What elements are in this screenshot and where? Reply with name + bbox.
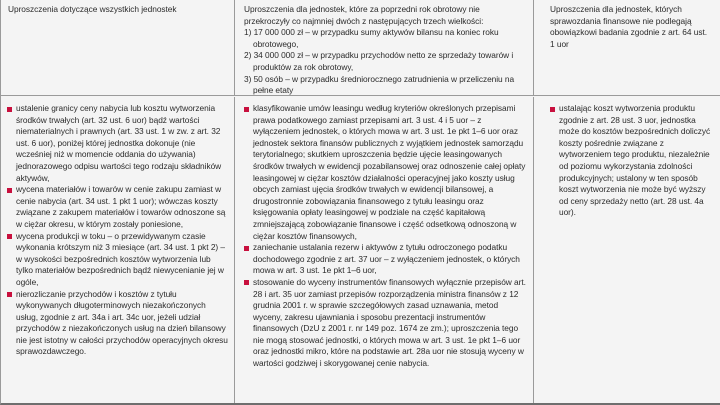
list-item-text: wycena produkcji w toku – o przewidywanym czasie wykonania krótszym niż 3 miesiące (art. 34 ust. 1 pkt 2) – w wysokości bezpośrednich kosztów wytworzenia lub tylko materiałów bezpośrednich bądź niewycenianie jej w ogóle, xyxy=(16,230,226,287)
header-small-entities xyxy=(235,0,534,96)
list-item-text: nierozliczanie przychodów i kosztów z tytułu wykonywanych długoterminowych niezakończonych usług, zgodnie z art. 34a i art. 34c uor, jeżeli udział przychodów z niezakończonych usług na dzień bilansowy nie jest istotny w całości przychodów operacyjnych okresu sprawozdawczego. xyxy=(16,288,228,357)
column-small-entities xyxy=(235,97,534,403)
threshold-list xyxy=(244,27,527,97)
list-item xyxy=(7,184,228,230)
list-item xyxy=(550,103,714,219)
list-item-text: ustalenie granicy ceny nabycia lub kosztu wytworzenia środków trwałych (art. 32 ust. 6 uor) bądź wartości niematerialnych i prawnych (art. 33 ust. 1 w zw. z art. 32 ust. 6 uor), poniżej której jednostka dokonuje (nie wcześniej niż w momencie oddania do używania) jednorazowego odpisu wartości tego rodzaju składników aktywów, xyxy=(16,103,222,183)
header-unaudited-entities-title: Uproszczenia dla jednostek, których sprawozdania finansowe nie podlegają obowiązkowi badania zgodnie z art. 64 ust. 1 uor xyxy=(550,4,707,49)
header-all-entities xyxy=(1,0,235,96)
column-all-entities xyxy=(1,97,235,403)
threshold-item: 3) 50 osób – w przypadku średniorocznego zatrudnienia w przeliczeniu na pełne etaty xyxy=(244,73,515,96)
header-unaudited-entities xyxy=(534,0,720,96)
square-bullet-icon xyxy=(7,292,12,297)
square-bullet-icon xyxy=(550,107,555,112)
simplification-list xyxy=(534,97,720,219)
list-item xyxy=(244,277,529,370)
square-bullet-icon xyxy=(7,188,12,193)
list-item xyxy=(7,103,228,184)
simplification-list xyxy=(235,97,533,370)
column-unaudited-entities xyxy=(534,97,720,403)
list-item-text: stosowanie do wyceny instrumentów finansowych wyłącznie przepisów art. 28 i art. 35 uor zamiast przepisów rozporządzenia ministra finansów z 12 grudnia 2001 r. w sprawie szczegółowych zasad uznawania, metod wyceny, zakresu ujawniania i sposobu prezentacji instrumentów finansowych (DzU z 2001 r. nr 149 poz. 1674 ze zm.); uproszczenia tego nie mogą stosować jednostki, o których mowa w art. 3 ust. 1e pkt 1–6 uor oraz jednostki mikro, które na podstawie art. 28a uor nie stosują wyceny w wartości godziwej i skorygowanej cenie nabycia. xyxy=(253,276,526,369)
threshold-item: 2) 34 000 000 zł – w przypadku przychodów netto ze sprzedaży towarów i produktów za rok obrotowy, xyxy=(244,50,514,72)
square-bullet-icon xyxy=(244,246,249,251)
threshold-item: 1) 17 000 000 zł – w przypadku sumy aktywów bilansu na koniec roku obrotowego, xyxy=(244,27,499,49)
header-all-entities-title: Uproszczenia dotyczące wszystkich jednostek xyxy=(8,4,177,14)
list-item xyxy=(244,242,529,277)
simplification-list xyxy=(1,97,234,358)
list-item-text: klasyfikowanie umów leasingu według kryteriów określonych przepisami prawa podatkowego zamiast przepisami art. 3 ust. 4 i 5 uor – z wyłączeniem jednostek, o których mowa w art. 3 ust. 1e pkt 1–6 uor oraz jednostek sektora finansów publicznych z wyjątkiem jednostek samorządu terytorialnego; skutkiem uproszczenia będzie ujęcie leasingowanych środków trwałych w ewidencji pozabilansowej oraz odnoszenie całej opłaty leasingowej w ciężar kosztów działalności operacyjnej jako koszty usług obcych zamiast ujęcia środków trwałych w ewidencji bilansowej, a drugostronnie zobowiązania finansowego z tytułu leasingu oraz księgowania opłaty leasingowej w podziale na część kapitałową zmniejszającą zobowiązanie finansowe i część odsetkową odnoszoną w ciężar kosztów finansowych, xyxy=(253,103,526,241)
square-bullet-icon xyxy=(7,234,12,239)
list-item xyxy=(7,289,228,359)
list-item xyxy=(7,231,228,289)
square-bullet-icon xyxy=(244,280,249,285)
square-bullet-icon xyxy=(244,107,249,112)
list-item-text: wycena materiałów i towarów w cenie zakupu zamiast w cenie nabycia (art. 34 ust. 1 pkt 1 uor); wówczas koszty związane z zakupem materiałów i towarów odnoszone są w ciężar okresu, w którym zostały poniesione, xyxy=(16,184,226,229)
list-item-text: ustalając koszt wytworzenia produktu zgodnie z art. 28 ust. 3 uor, jednostka może do kosztów bezpośrednich doliczyć koszty pośrednie związane z wytworzeniem tego produktu, niezależnie od poziomu wykorzystania zdolności produkcyjnych; ustalony w ten sposób koszt wytworzenia nie może być wyższy od ceny sprzedaży netto (art. 28 ust. 4a uor). xyxy=(559,103,711,218)
square-bullet-icon xyxy=(7,107,12,112)
list-item xyxy=(244,103,529,242)
header-small-entities-title: Uproszczenia dla jednostek, które za poprzedni rok obrotowy nie przekroczyły co najmniej dwóch z następujących trzech wielkości: xyxy=(244,4,484,26)
list-item-text: zaniechanie ustalania rezerw i aktywów z tytułu odroczonego podatku dochodowego zgodnie z art. 37 uor – z wyłączeniem jednostek, o których mowa w art. 3 ust. 1e pkt 1–6 uor, xyxy=(253,242,520,276)
